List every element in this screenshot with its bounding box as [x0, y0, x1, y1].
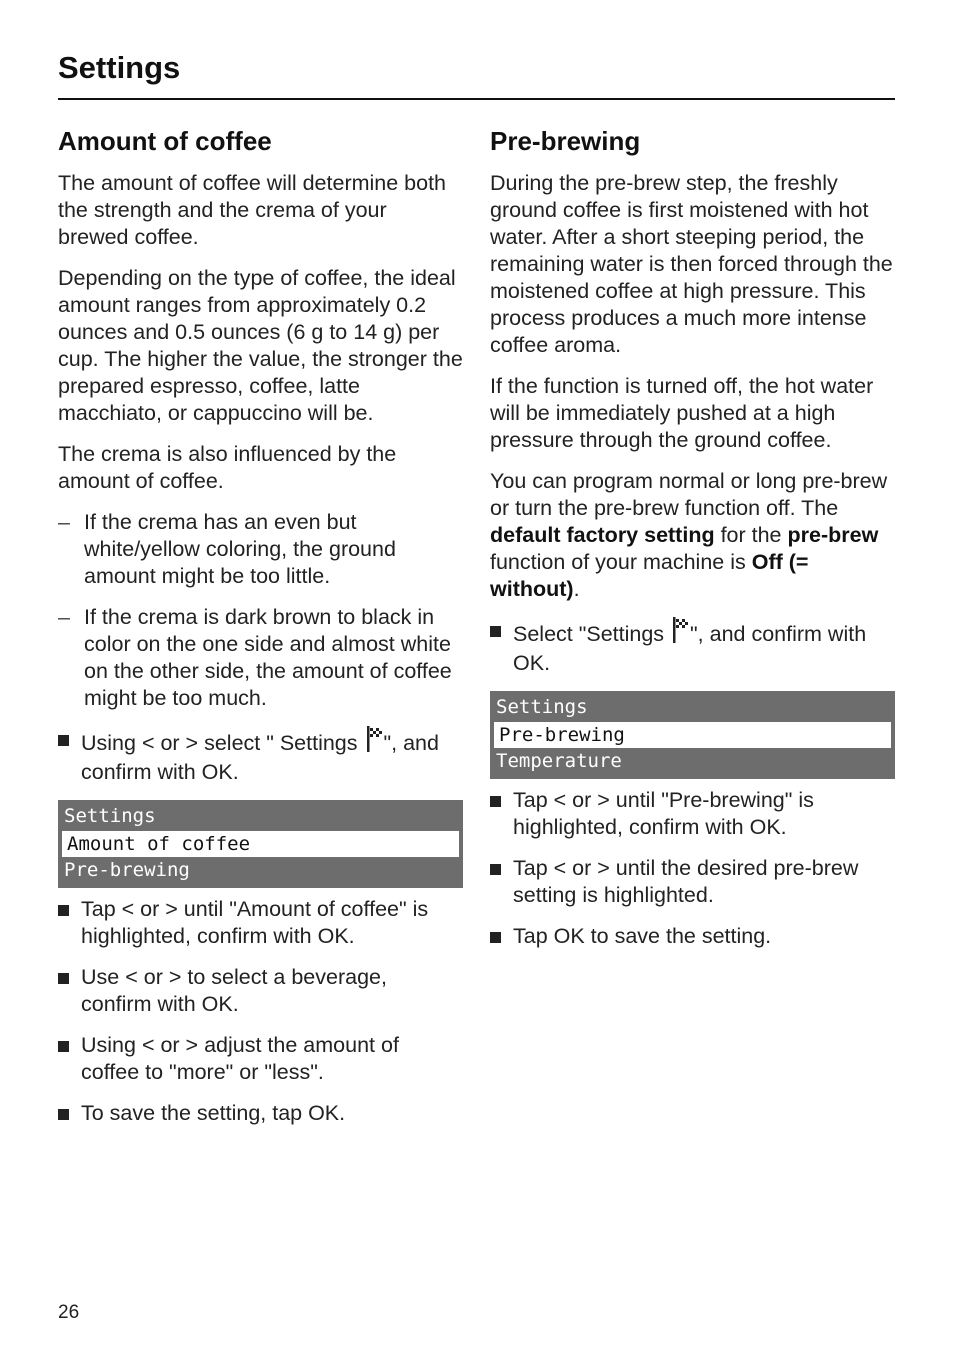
step-text-post: ", and confirm with OK. [81, 731, 439, 784]
pre-brewing-section [490, 124, 895, 964]
square-bullet-icon [490, 626, 501, 637]
instruction-step [490, 787, 895, 841]
dash-item-text: If the crema is dark brown to black in color on the one side and almost white on the other side, the amount of coffee might be too much. [84, 605, 452, 710]
dash-item-text: If the crema has an even but white/yellow coloring, the ground amount might be too little. [84, 510, 396, 588]
step-text: Use < or > to select a beverage, confirm with OK. [81, 965, 387, 1016]
amount-of-coffee-section [58, 124, 463, 1141]
dash-list-item [58, 509, 463, 590]
display-next-item: Pre-brewing [64, 859, 190, 881]
paragraph: During the pre-brew step, the freshly ground coffee is first moistened with hot water. After a short steeping period, the remaining water is then forced through the moistened coffee at high pressure. This process produces a much more intense coffee aroma. [490, 171, 893, 357]
display-title: Settings [64, 805, 156, 827]
page-title: Settings [58, 50, 181, 85]
step-text-pre: Select "Settings [513, 622, 671, 646]
section-heading-amount-of-coffee: Amount of coffee [58, 126, 272, 156]
paragraph [490, 468, 895, 603]
display-screen-amount-of-coffee [58, 800, 463, 888]
dash-bullet: – [58, 510, 70, 534]
bold-text: default factory setting [490, 523, 715, 547]
section-heading-pre-brewing: Pre-brewing [490, 126, 641, 156]
paragraph: Depending on the type of coffee, the ideal amount ranges from approximately 0.2 ounces and 0.5 ounces (6 g to 14 g) per cup. The higher the value, the stronger the prepared espresso, coffee, latte macchiato, or cappuccino will be. [58, 266, 463, 425]
square-bullet-icon [490, 796, 501, 807]
display-selected-item: Amount of coffee [62, 831, 459, 857]
title-divider [58, 98, 895, 100]
instruction-step [58, 726, 463, 786]
paragraph-text: You can program normal or long pre-brew or turn the pre-brew function off. The [490, 469, 888, 520]
display-selected-item: Pre-brewing [494, 722, 891, 748]
paragraph: If the function is turned off, the hot water will be immediately pushed at a high pressure through the ground coffee. [490, 374, 874, 452]
step-text: Tap < or > until "Pre-brewing" is highlighted, confirm with OK. [513, 788, 814, 839]
step-text-post: ", and confirm with OK. [513, 622, 867, 675]
instruction-step [58, 1100, 463, 1127]
instruction-step [58, 896, 463, 950]
bold-text: Off (= without) [490, 550, 809, 601]
paragraph-text: . [573, 577, 580, 601]
square-bullet-icon [58, 1109, 69, 1120]
instruction-step [58, 1032, 463, 1086]
step-text: Tap < or > until "Amount of coffee" is highlighted, confirm with OK. [81, 897, 429, 948]
square-bullet-icon [58, 905, 69, 916]
flag-icon [366, 726, 382, 759]
square-bullet-icon [490, 932, 501, 943]
display-next-item: Temperature [496, 750, 622, 772]
step-text: Tap OK to save the setting. [513, 924, 772, 948]
instruction-step [490, 617, 895, 677]
bold-text: pre-brew [787, 523, 879, 547]
square-bullet-icon [490, 864, 501, 875]
instruction-step [490, 923, 895, 950]
dash-list-item [58, 604, 463, 712]
square-bullet-icon [58, 1041, 69, 1052]
step-text: Using < or > adjust the amount of coffee to "more" or "less". [81, 1033, 399, 1084]
square-bullet-icon [58, 973, 69, 984]
step-text: Tap < or > until the desired pre-brew setting is highlighted. [513, 856, 859, 907]
paragraph-text: function of your machine is [490, 550, 752, 574]
instruction-step [58, 964, 463, 1018]
step-text-pre: Using < or > select " Settings [81, 731, 364, 755]
paragraph: The amount of coffee will determine both the strength and the crema of your brewed coffee. [58, 171, 447, 249]
paragraph: The crema is also influenced by the amount of coffee. [58, 442, 397, 493]
page-number: 26 [58, 1302, 80, 1323]
dash-bullet: – [58, 605, 70, 629]
flag-icon [672, 617, 688, 650]
instruction-step [490, 855, 895, 909]
display-screen-pre-brewing [490, 691, 895, 779]
square-bullet-icon [58, 735, 69, 746]
paragraph-text: for the [714, 523, 788, 547]
display-title: Settings [496, 696, 588, 718]
step-text: To save the setting, tap OK. [81, 1101, 346, 1125]
